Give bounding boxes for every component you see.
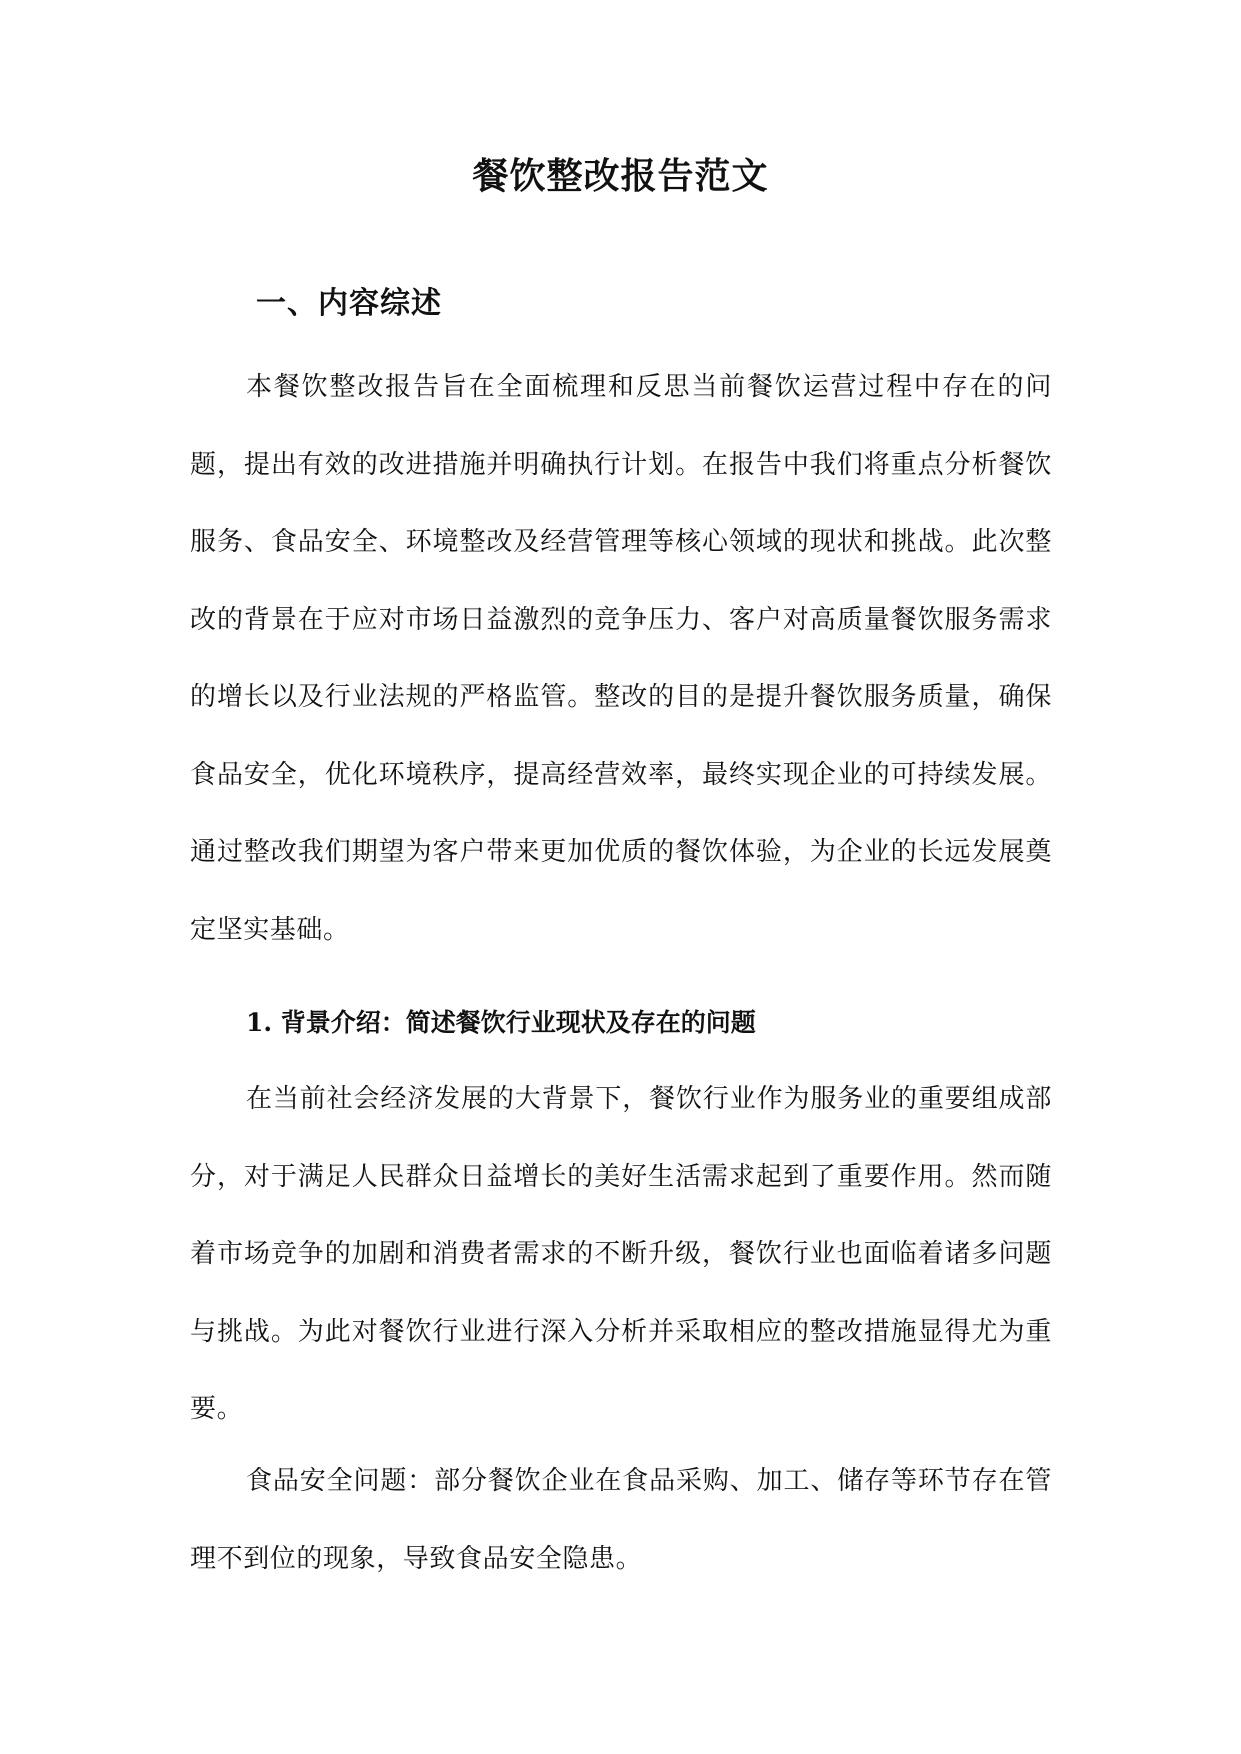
overview-paragraph: 本餐饮整改报告旨在全面梳理和反思当前餐饮运营过程中存在的问题，提出有效的改进措施并明确执行计划。在报告中我们将重点分析餐饮服务、食品安全、环境整改及经营管理等核心领域的现状和挑战。此次整改的背景在于应对市场日益激烈的竞争压力、客户对高质量餐饮服务需求的增长以及行业法规的严格监管。整改的目的是提升餐饮服务质量，确保食品安全，优化环境秩序，提高经营效率，最终实现企业的可持续发展。通过整改我们期望为客户带来更加优质的餐饮体验，为企业的长远发展奠定坚实基础。 [190, 372, 1052, 945]
subsection-heading-background: 1. 背景介绍：简述餐饮行业现状及存在的问题 [246, 1008, 756, 1037]
background-paragraph: 在当前社会经济发展的大背景下，餐饮行业作为服务业的重要组成部分，对于满足人民群众日益增长的美好生活需求起到了重要作用。然而随着市场竞争的加剧和消费者需求的不断升级，餐饮行业也面临着诸多问题与挑战。为此对餐饮行业进行深入分析并采取相应的整改措施显得尤为重要。 [190, 1084, 1052, 1424]
food-safety-paragraph: 食品安全问题：部分餐饮企业在食品采购、加工、储存等环节存在管理不到位的现象，导致食品安全隐患。 [190, 1466, 1052, 1574]
document-title: 餐饮整改报告范文 [472, 155, 769, 197]
section-heading-overview: 一、内容综述 [256, 286, 442, 321]
